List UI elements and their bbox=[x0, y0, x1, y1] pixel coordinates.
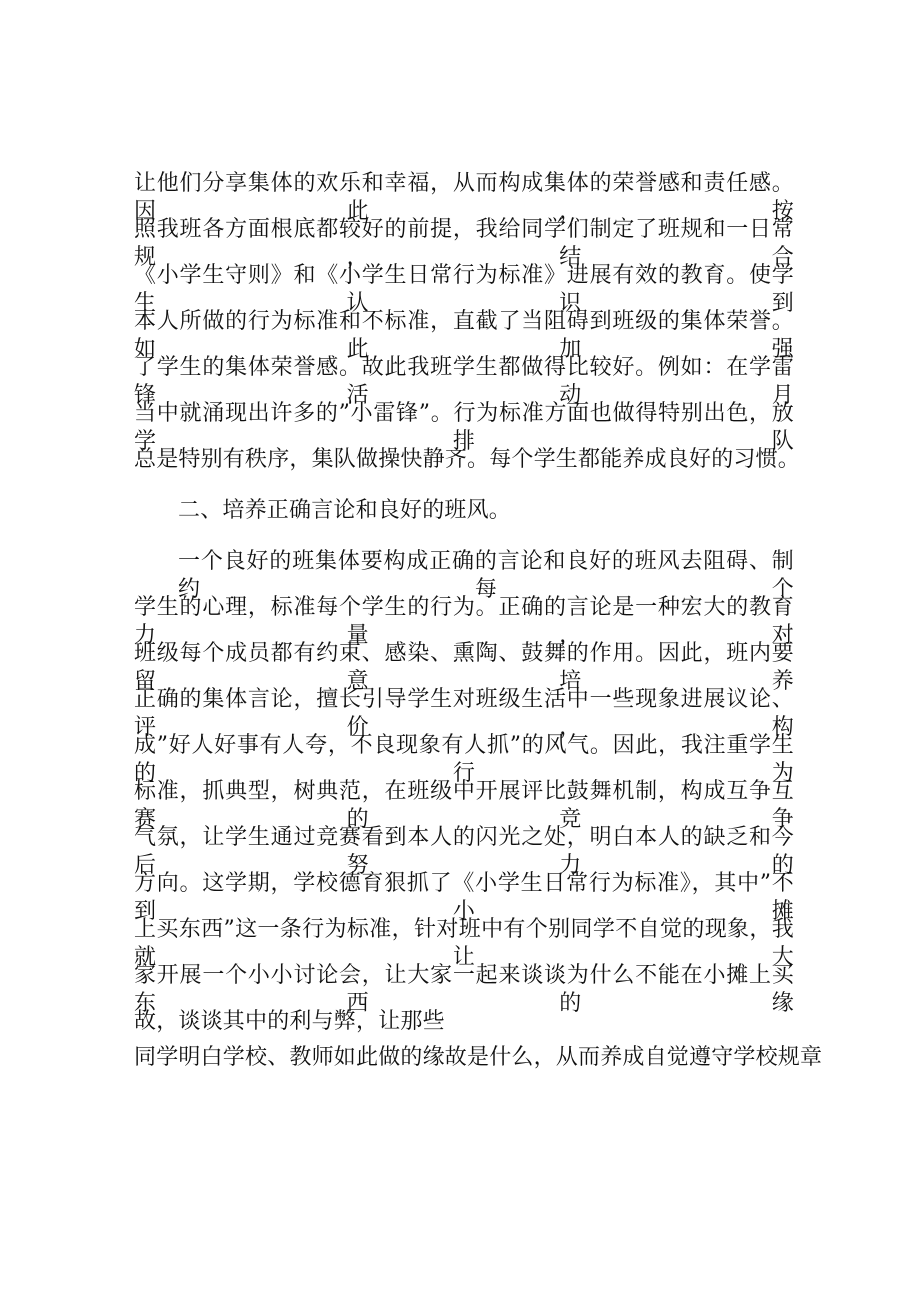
paragraph-line-8: 一个良好的班集体要构成正确的言论和良好的班风去阻碍、制约每个 bbox=[178, 549, 794, 602]
paragraph-line-9: 学生的心理，标准每个学生的行为。正确的言论是一种宏大的教育力量，对 bbox=[134, 595, 794, 648]
paragraph-line-14: 气氛，让学生通过竞赛看到本人的闪光之处，明白本人的缺乏和今后努力的 bbox=[134, 825, 794, 878]
paragraph-line-6: 当中就涌现出许多的”小雷锋”。行为标准方面也做得特别出色，放学排队 bbox=[134, 401, 794, 454]
paragraph-line-15: 方向。这学期，学校德育狠抓了《小学生日常行为标准》，其中”不到小摊 bbox=[134, 871, 794, 924]
paragraph-line-5: 了学生的集体荣誉感。故此我班学生都做得比较好。例如：在学雷锋活动月 bbox=[134, 355, 794, 408]
paragraph-line-2: 照我班各方面根底都较好的前提，我给同学们制定了班规和一日常规，结合 bbox=[134, 217, 794, 270]
paragraph-line-19: 同学明白学校、教师如此做的缘故是什么，从而养成自觉遵守学校规章 bbox=[134, 1045, 823, 1070]
paragraph-line-3: 《小学生守则》和《小学生日常行为标准》进展有效的教育。使学生认识到 bbox=[134, 263, 794, 316]
paragraph-line-1: 让他们分享集体的欢乐和幸福，从而构成集体的荣誉感和责任感。因此，按 bbox=[134, 171, 794, 224]
section-heading: 二、培养正确言论和良好的班风。 bbox=[178, 498, 512, 523]
paragraph-line-17: 家开展一个小小讨论会，让大家一起来谈谈为什么不能在小摊上买东西的缘 bbox=[134, 963, 794, 1016]
paragraph-line-16: 上买东西”这一条行为标准，针对班中有个别同学不自觉的现象，我就让大 bbox=[134, 917, 794, 970]
paragraph-line-7: 总是特别有秩序，集队做操快静齐。每个学生都能养成良好的习惯。 bbox=[134, 447, 801, 472]
paragraph-line-10: 班级每个成员都有约束、感染、熏陶、鼓舞的作用。因此，班内要留意培养 bbox=[134, 641, 794, 694]
paragraph-line-18: 故，谈谈其中的利与弊，让那些 bbox=[134, 1009, 445, 1034]
paragraph-line-11: 正确的集体言论，擅长引导学生对班级生活中一些现象进展议论、评价，构 bbox=[134, 687, 794, 740]
paragraph-line-12: 成”好人好事有人夸，不良现象有人抓”的风气。因此，我注重学生的行为 bbox=[134, 733, 794, 786]
paragraph-line-4: 本人所做的行为标准和不标准，直截了当阻碍到班级的集体荣誉。如此加强 bbox=[134, 309, 794, 362]
paragraph-line-13: 标准，抓典型，树典范，在班级中开展评比鼓舞机制，构成互争互赛的竞争 bbox=[134, 779, 794, 832]
